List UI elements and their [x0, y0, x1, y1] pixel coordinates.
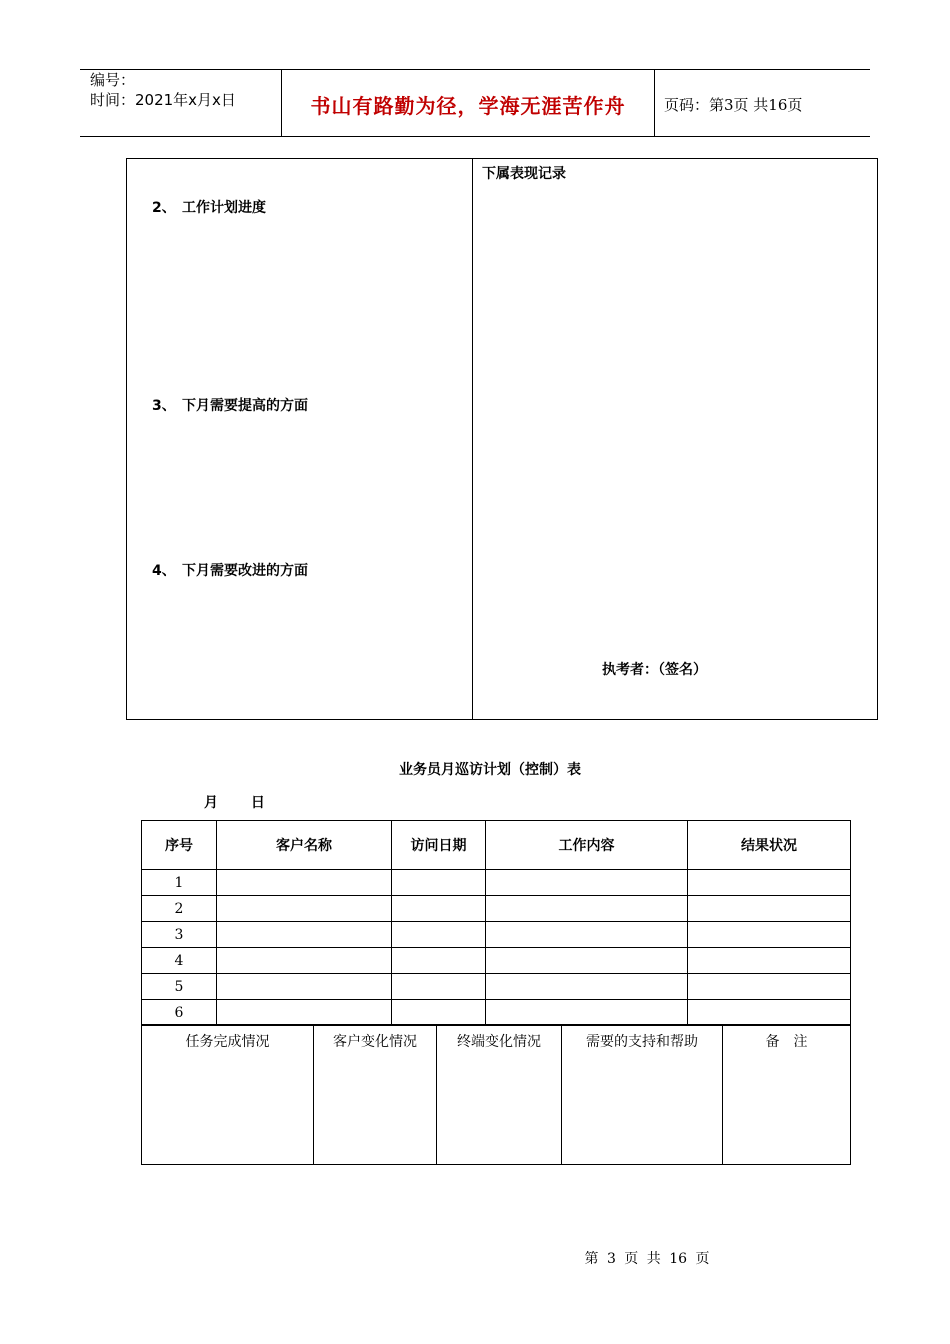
item-number: 2、 — [152, 200, 176, 216]
visit-plan-title: 业务员月巡访计划（控制）表 — [399, 762, 581, 778]
table-row — [142, 1000, 851, 1026]
item-label: 下月需要提高的方面 — [182, 398, 308, 414]
table-cell[interactable] — [688, 870, 851, 896]
report-box — [126, 158, 878, 720]
column-header: 工作内容 — [486, 821, 688, 870]
table-cell[interactable] — [217, 870, 392, 896]
row-index: 6 — [142, 1000, 217, 1026]
table-cell[interactable] — [392, 870, 486, 896]
summary-row — [142, 1025, 851, 1165]
table-header-row — [142, 821, 851, 870]
visit-plan-table — [141, 820, 851, 1026]
report-box-divider — [472, 158, 473, 720]
item-label: 下月需要改进的方面 — [182, 563, 308, 579]
visit-summary-table — [141, 1024, 851, 1165]
summary-cell-task-completion[interactable]: 任务完成情况 — [142, 1025, 314, 1165]
table-cell[interactable] — [486, 1000, 688, 1026]
table-row — [142, 948, 851, 974]
table-cell[interactable] — [688, 974, 851, 1000]
report-item — [152, 560, 308, 580]
table-row — [142, 870, 851, 896]
summary-cell-remarks[interactable]: 备 注 — [723, 1025, 851, 1165]
table-cell[interactable] — [392, 974, 486, 1000]
row-index: 4 — [142, 948, 217, 974]
item-number: 4、 — [152, 563, 176, 579]
table-cell[interactable] — [486, 870, 688, 896]
header-page-number: 页码：第3页 共16页 — [664, 96, 803, 114]
column-header: 序号 — [142, 821, 217, 870]
table-cell[interactable] — [486, 974, 688, 1000]
table-cell[interactable] — [392, 922, 486, 948]
summary-cell-terminal-changes[interactable]: 终端变化情况 — [437, 1025, 562, 1165]
summary-cell-customer-changes[interactable]: 客户变化情况 — [314, 1025, 437, 1165]
serial-label: 编号： — [90, 71, 136, 89]
report-item — [152, 395, 308, 415]
item-label: 工作计划进度 — [182, 200, 266, 216]
header-bottom-rule — [80, 136, 870, 137]
table-row — [142, 922, 851, 948]
table-cell[interactable] — [217, 974, 392, 1000]
table-cell[interactable] — [688, 1000, 851, 1026]
table-cell[interactable] — [486, 922, 688, 948]
table-row — [142, 896, 851, 922]
table-cell[interactable] — [217, 948, 392, 974]
footer-page-number: 第 3 页 共 16 页 — [584, 1251, 710, 1267]
row-index: 3 — [142, 922, 217, 948]
summary-cell-support-needed[interactable]: 需要的支持和帮助 — [562, 1025, 723, 1165]
signer-label: 执考者：（签名） — [602, 662, 707, 678]
column-header: 访问日期 — [392, 821, 486, 870]
table-cell[interactable] — [688, 922, 851, 948]
row-index: 2 — [142, 896, 217, 922]
header-meta — [90, 70, 236, 110]
table-row — [142, 974, 851, 1000]
item-number: 3、 — [152, 398, 176, 414]
visit-plan-date: 月 日 — [204, 795, 265, 811]
table-cell[interactable] — [217, 922, 392, 948]
report-item — [152, 197, 266, 217]
table-cell[interactable] — [217, 1000, 392, 1026]
column-header: 客户名称 — [217, 821, 392, 870]
row-index: 5 — [142, 974, 217, 1000]
table-cell[interactable] — [392, 948, 486, 974]
date-label: 时间：2021年x月x日 — [90, 91, 236, 109]
header-motto: 书山有路勤为径，学海无涯苦作舟 — [310, 94, 626, 118]
table-cell[interactable] — [392, 896, 486, 922]
table-cell[interactable] — [392, 1000, 486, 1026]
table-cell[interactable] — [486, 896, 688, 922]
row-index: 1 — [142, 870, 217, 896]
header-divider — [654, 69, 655, 136]
table-cell[interactable] — [688, 948, 851, 974]
table-cell[interactable] — [688, 896, 851, 922]
table-cell[interactable] — [217, 896, 392, 922]
column-header: 结果状况 — [688, 821, 851, 870]
subordinate-record-title: 下属表现记录 — [482, 166, 566, 182]
table-cell[interactable] — [486, 948, 688, 974]
